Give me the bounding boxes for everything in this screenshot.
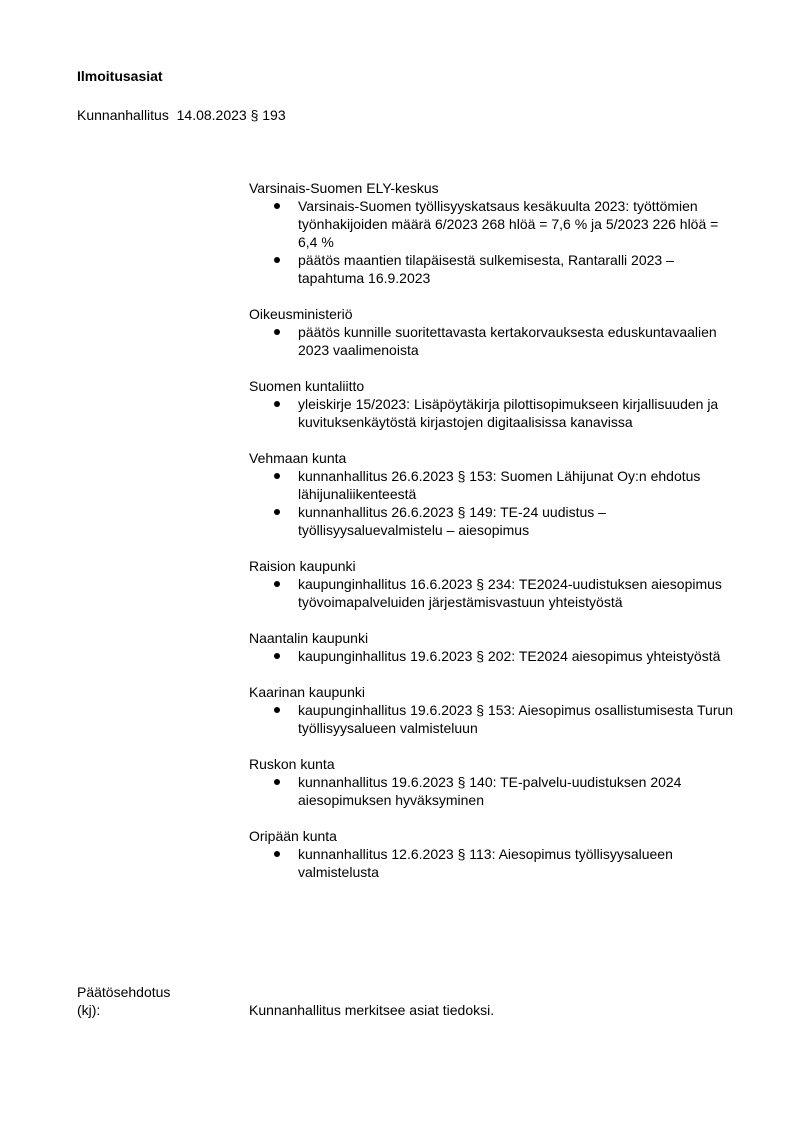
bullet-icon (274, 779, 280, 785)
notice-section (249, 377, 749, 431)
bullet-icon (274, 707, 280, 713)
proposal-text: Kunnanhallitus merkitsee asiat tiedoksi. (249, 1002, 495, 1018)
notice-section (249, 827, 749, 881)
bullet-icon (274, 329, 280, 335)
bullet-icon (274, 257, 280, 263)
section-heading: Naantalin kaupunki (249, 630, 369, 646)
bullet-icon (274, 473, 280, 479)
bullet-icon (274, 509, 280, 515)
bullet-icon (274, 581, 280, 587)
list-item (249, 323, 738, 359)
bullet-list (249, 467, 749, 539)
section-heading: Suomen kuntaliitto (249, 378, 365, 394)
list-item-text: kaupunginhallitus 19.6.2023 § 153: Aiesopimus osallistumisesta Turun työllisyysalueen valmisteluun (298, 702, 734, 736)
section-heading: Oikeusministeriö (249, 306, 353, 322)
bullet-icon (274, 653, 280, 659)
list-item (249, 575, 738, 611)
section-heading: Varsinais-Suomen ELY-keskus (249, 180, 439, 196)
list-item-text: kunnanhallitus 12.6.2023 § 113: Aiesopimus työllisyysalueen valmistelusta (298, 846, 673, 880)
list-item (249, 197, 738, 251)
list-item-text: päätös kunnille suoritettavasta kertakorvauksesta eduskuntavaalien 2023 vaalimenoista (298, 324, 717, 358)
notice-section (249, 755, 749, 809)
notice-section (249, 305, 749, 359)
bullet-icon (274, 401, 280, 407)
bullet-icon (274, 851, 280, 857)
notice-section (249, 449, 749, 539)
list-item (249, 395, 738, 431)
list-item-text: kunnanhallitus 19.6.2023 § 140: TE-palvelu-uudistuksen 2024 aiesopimuksen hyväksyminen (298, 774, 682, 808)
bullet-list (249, 701, 749, 737)
bullet-list (249, 197, 749, 287)
page-title: Ilmoitusasiat (77, 68, 163, 84)
list-item (249, 467, 738, 503)
section-heading: Oripään kunta (249, 828, 337, 844)
list-item (249, 845, 738, 881)
list-item-text: kunnanhallitus 26.6.2023 § 149: TE-24 uudistus – työllisyysaluevalmistelu – aiesopimus (298, 504, 606, 538)
bullet-icon (274, 203, 280, 209)
bullet-list (249, 575, 749, 611)
bullet-list (249, 845, 749, 881)
list-item (249, 647, 738, 665)
list-item-text: päätös maantien tilapäisestä sulkemisesta, Rantaralli 2023 – tapahtuma 16.9.2023 (298, 252, 674, 286)
bullet-list (249, 647, 749, 665)
list-item-text: kaupunginhallitus 16.6.2023 § 234: TE2024-uudistuksen aiesopimus työvoimapalveluiden järjestämisvastuun yhteistyöstä (298, 576, 722, 610)
notice-section (249, 629, 749, 665)
list-item (249, 773, 738, 809)
bullet-list (249, 395, 749, 431)
list-item-text: kaupunginhallitus 19.6.2023 § 202: TE2024 aiesopimus yhteistyöstä (298, 648, 721, 664)
list-item-text: yleiskirje 15/2023: Lisäpöytäkirja pilottisopimukseen kirjallisuuden ja kuvituksenkäytöstä kirjastojen digitaalisissa kanavissa (298, 396, 719, 430)
bullet-list (249, 323, 749, 359)
proposal-label-line: (kj): (77, 1002, 101, 1018)
proposal-label-line: Päätösehdotus (77, 984, 171, 1000)
list-item (249, 701, 738, 737)
list-item (249, 251, 738, 287)
section-heading: Vehmaan kunta (249, 450, 347, 466)
section-heading: Raision kaupunki (249, 558, 356, 574)
list-item (249, 503, 738, 539)
meeting-reference: Kunnanhallitus 14.08.2023 § 193 (77, 107, 286, 123)
notices-list (249, 179, 749, 899)
section-heading: Kaarinan kaupunki (249, 684, 365, 700)
section-heading: Ruskon kunta (249, 756, 335, 772)
notice-section (249, 683, 749, 737)
notice-section (249, 179, 749, 287)
bullet-list (249, 773, 749, 809)
list-item-text: kunnanhallitus 26.6.2023 § 153: Suomen Lähijunat Oy:n ehdotus lähijunaliikenteestä (298, 468, 701, 502)
proposal-label (77, 983, 170, 1019)
notice-section (249, 557, 749, 611)
list-item-text: Varsinais-Suomen työllisyyskatsaus kesäkuulta 2023: työttömien työnhakijoiden määrä 6/2023 268 hlöä = 7,6 % ja 5/2023 226 hlöä = 6,4 % (298, 198, 719, 250)
